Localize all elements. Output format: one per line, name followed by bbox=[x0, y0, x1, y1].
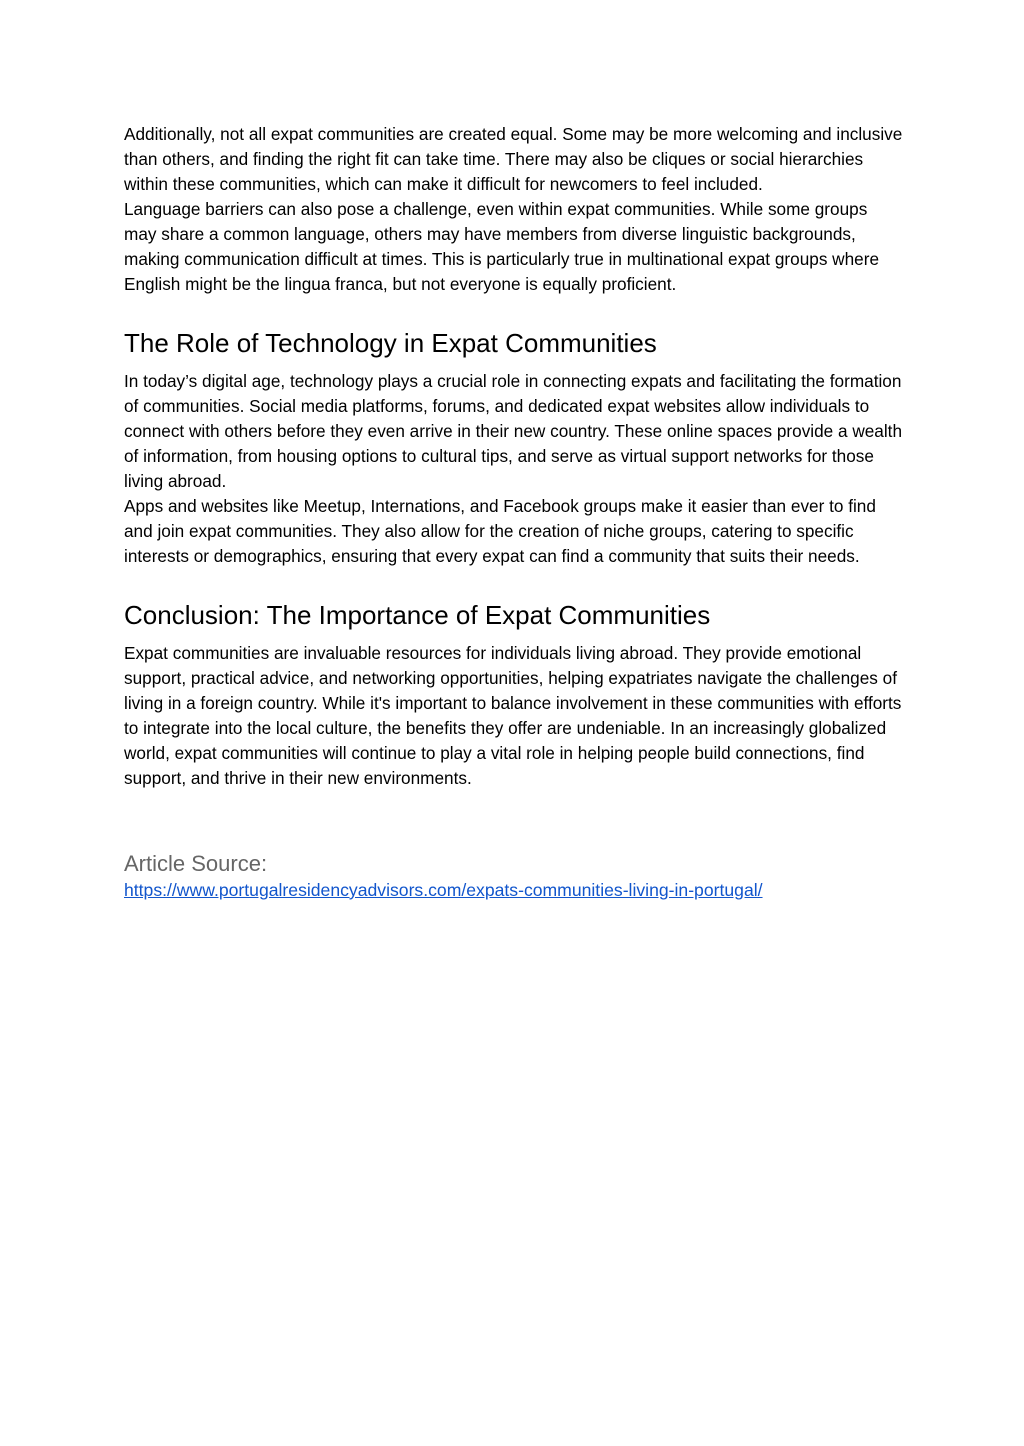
paragraph-expat-communities-equality: Additionally, not all expat communities are created equal. Some may be more welcoming and inclusive than others, and finding the right fit can take time. There may also be cliques or social hierarchies within these communities, which can make it difficult for newcomers to feel included. bbox=[124, 124, 903, 194]
article-source-label: Article Source: bbox=[124, 851, 268, 876]
document-page bbox=[124, 122, 904, 901]
paragraph-digital-age: In today’s digital age, technology plays a crucial role in connecting expats and facilitating the formation of communities. Social media platforms, forums, and dedicated expat websites allow individuals to connect with others before they even arrive in their new country. These online spaces provide a wealth of information, from housing options to cultural tips, and serve as virtual support networks for those living abroad. bbox=[124, 371, 903, 491]
paragraph-conclusion: Expat communities are invaluable resources for individuals living abroad. They provide emotional support, practical advice, and networking opportunities, helping expatriates navigate the challenges of living in a foreign country. While it's important to balance involvement in these communities with efforts to integrate into the local culture, the benefits they offer are undeniable. In an increasingly globalized world, expat communities will continue to play a vital role in helping people build connections, find support, and thrive in their new environments. bbox=[124, 643, 902, 788]
heading-role-of-technology: The Role of Technology in Expat Communities bbox=[124, 328, 657, 358]
heading-conclusion: Conclusion: The Importance of Expat Communities bbox=[124, 600, 711, 630]
paragraph-language-barriers: Language barriers can also pose a challenge, even within expat communities. While some groups may share a common language, others may have members from diverse linguistic backgrounds, making communication difficult at times. This is particularly true in multinational expat groups where English might be the lingua franca, but not everyone is equally proficient. bbox=[124, 199, 879, 294]
article-source-link[interactable]: https://www.portugalresidencyadvisors.com/expats-communities-living-in-portugal/ bbox=[124, 880, 763, 900]
paragraph-apps-and-websites: Apps and websites like Meetup, Internations, and Facebook groups make it easier than ever to find and join expat communities. They also allow for the creation of niche groups, catering to specific interests or demographics, ensuring that every expat can find a community that suits their needs. bbox=[124, 496, 876, 566]
